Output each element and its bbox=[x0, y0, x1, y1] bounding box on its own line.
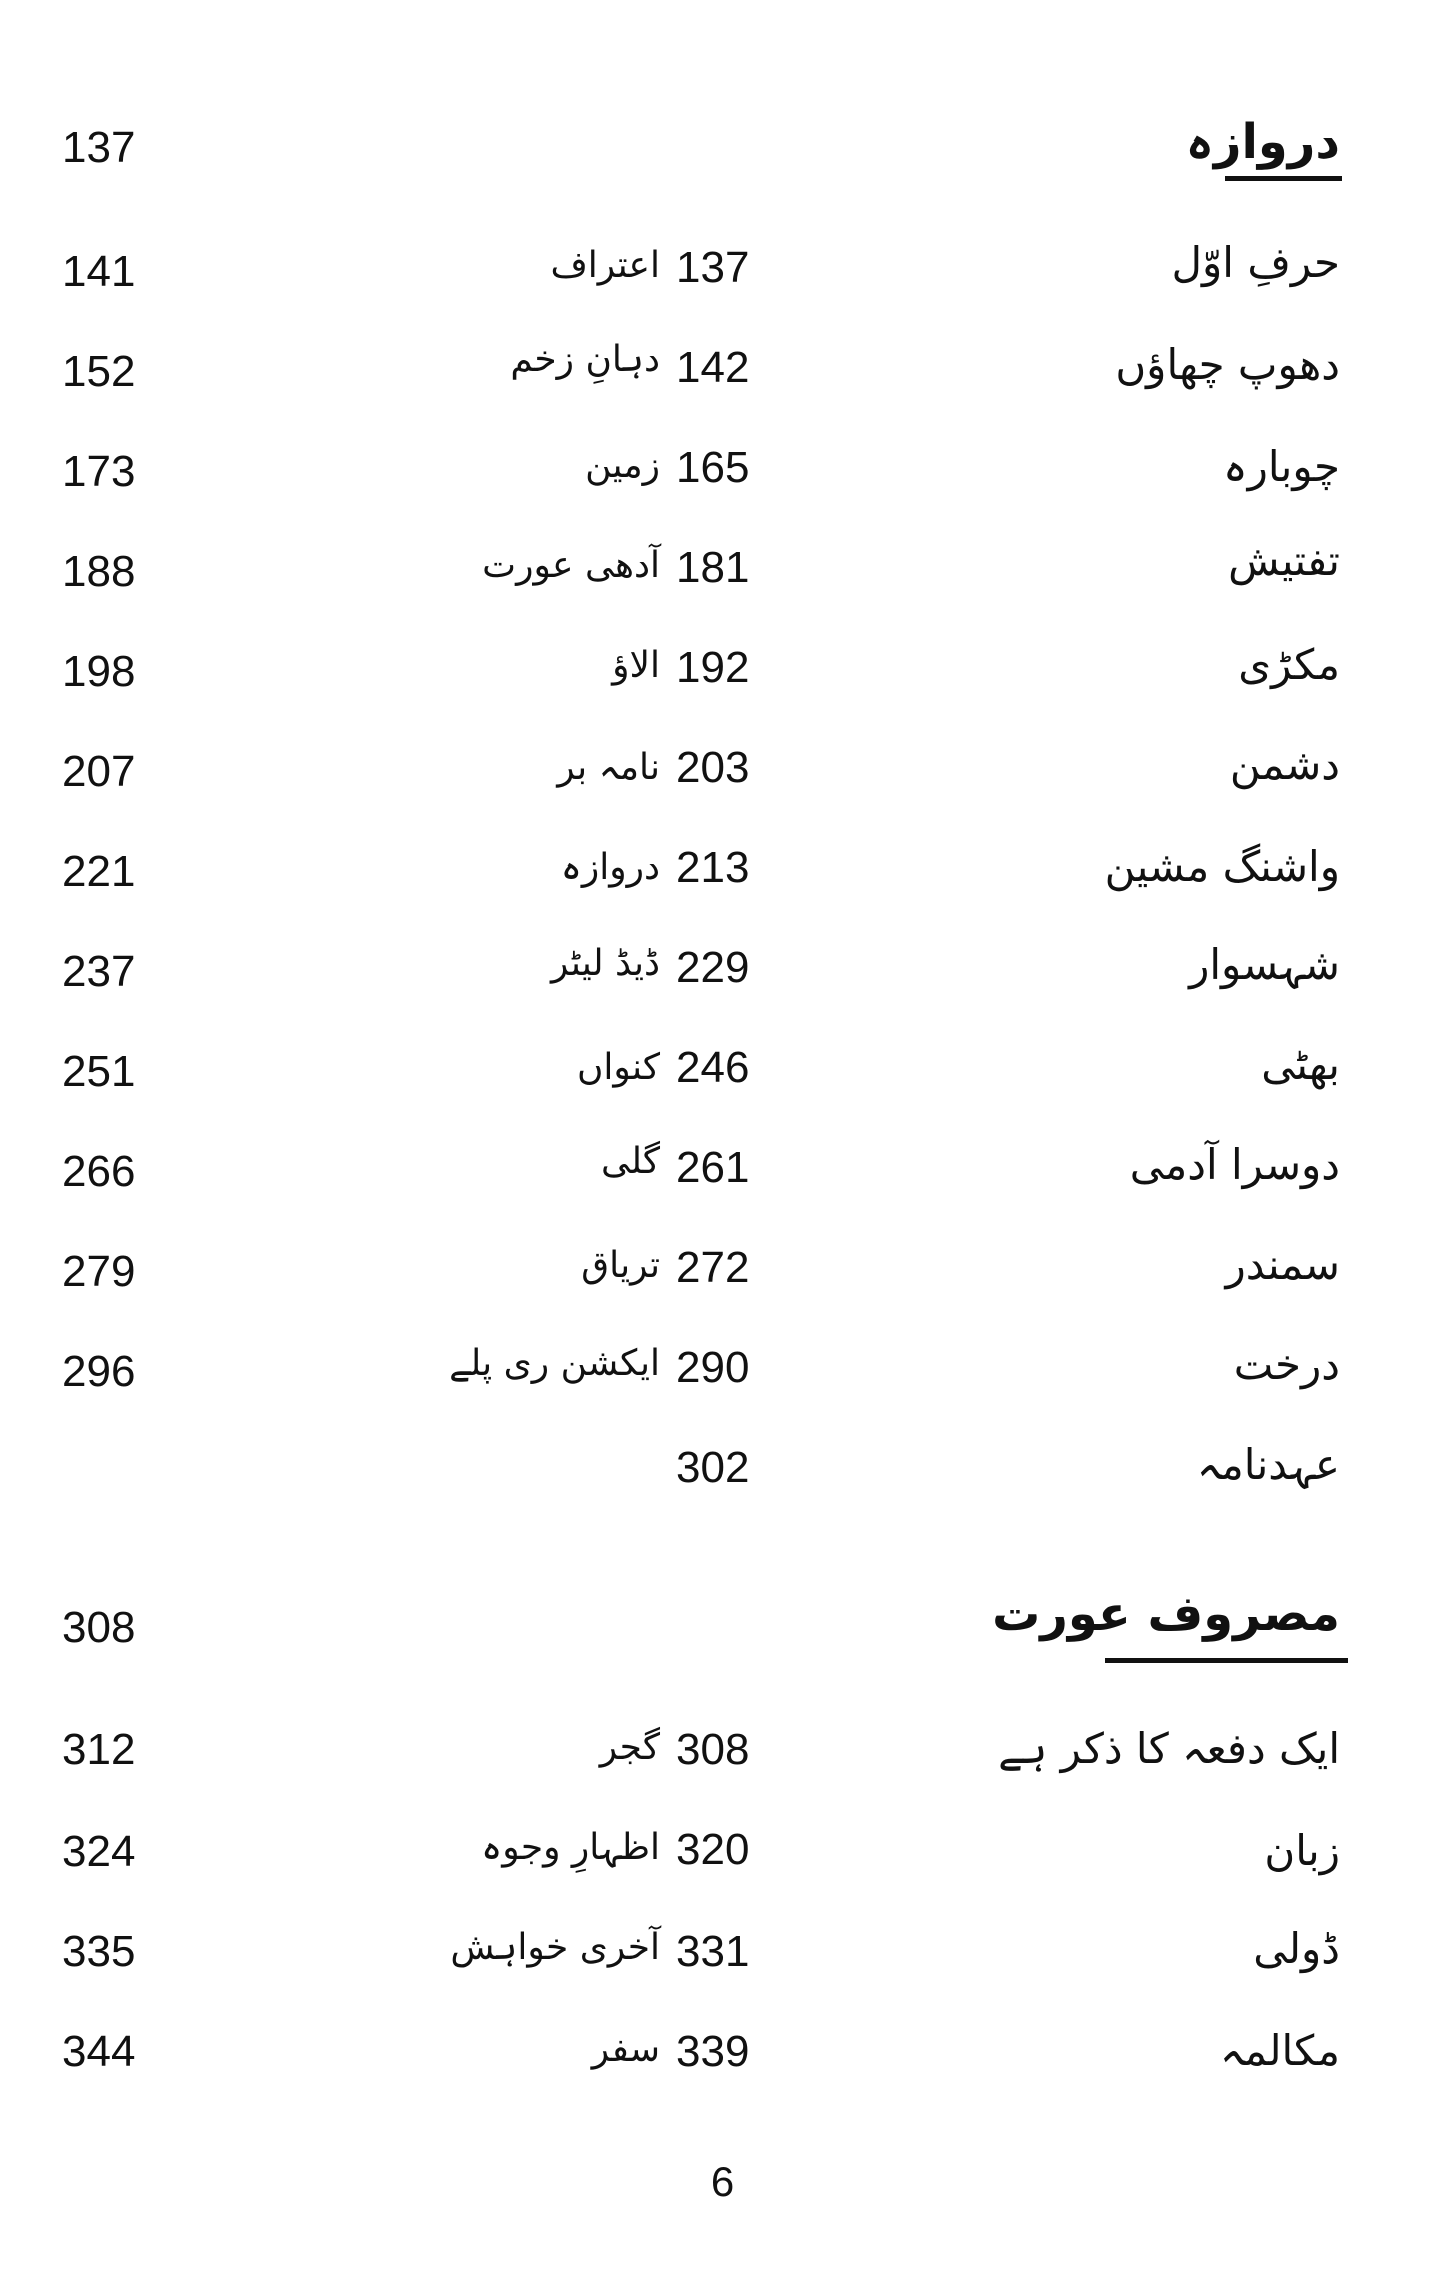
entry-title: الاؤ bbox=[612, 645, 660, 686]
entry-page: 173 bbox=[62, 447, 136, 496]
entry-title: ایکشن ری پلے bbox=[449, 1343, 660, 1384]
entry-title: ایک دفعہ کا ذکر ہے bbox=[998, 1724, 1340, 1773]
entry-page: 251 bbox=[62, 1047, 136, 1096]
entry-page: 339 bbox=[676, 2027, 750, 2076]
entry-page: 246 bbox=[676, 1043, 750, 1092]
entry-page: 266 bbox=[62, 1147, 136, 1196]
entry-title: سمندر bbox=[1225, 1240, 1340, 1289]
section-title-underline bbox=[1225, 176, 1342, 181]
entry-page: 229 bbox=[676, 943, 750, 992]
entry-title: دشمن bbox=[1229, 740, 1340, 789]
entry-page: 331 bbox=[676, 1927, 750, 1976]
entry-title: دروازہ bbox=[560, 847, 660, 888]
entry-title: اعتراف bbox=[550, 245, 660, 286]
entry-page: 188 bbox=[62, 547, 136, 596]
entry-page: 237 bbox=[62, 947, 136, 996]
section-page-number: 137 bbox=[62, 123, 136, 172]
entry-title: بھٹی bbox=[1261, 1040, 1340, 1089]
entry-page: 165 bbox=[676, 443, 750, 492]
entry-title: آخری خواہش bbox=[450, 1927, 660, 1968]
section-title-underline bbox=[1105, 1658, 1348, 1663]
entry-page: 181 bbox=[676, 543, 750, 592]
entry-page: 152 bbox=[62, 347, 136, 396]
entry-title: آدھی عورت bbox=[482, 545, 660, 586]
entry-page: 324 bbox=[62, 1827, 136, 1876]
entry-title: زمین bbox=[585, 445, 660, 486]
entry-title: ڈولی bbox=[1253, 1924, 1340, 1973]
entry-title: سفر bbox=[591, 2029, 660, 2070]
entry-page: 198 bbox=[62, 647, 136, 696]
entry-title: ڈیڈ لیٹر bbox=[551, 943, 660, 984]
entry-page: 207 bbox=[62, 747, 136, 796]
entry-title: دہانِ زخم bbox=[510, 339, 660, 380]
entry-title: شہسوار bbox=[1189, 940, 1340, 989]
entry-page: 213 bbox=[676, 843, 750, 892]
entry-page: 221 bbox=[62, 847, 136, 896]
entry-title: نامہ بر bbox=[557, 747, 660, 788]
entry-page: 272 bbox=[676, 1243, 750, 1292]
entry-title: زبان bbox=[1264, 1826, 1340, 1875]
entry-page: 203 bbox=[676, 743, 750, 792]
entry-page: 312 bbox=[62, 1725, 136, 1774]
entry-title: گجر bbox=[599, 1727, 660, 1768]
entry-title: حرفِ اوّل bbox=[1171, 238, 1340, 287]
entry-title: دھوپ چھاؤں bbox=[1115, 340, 1340, 389]
entry-page: 308 bbox=[676, 1725, 750, 1774]
entry-title: مکڑی bbox=[1238, 640, 1340, 689]
entry-title: مکالمہ bbox=[1219, 2026, 1340, 2075]
entry-title: درخت bbox=[1233, 1340, 1340, 1389]
entry-page: 141 bbox=[62, 247, 136, 296]
entry-page: 344 bbox=[62, 2027, 136, 2076]
entry-page: 137 bbox=[676, 243, 750, 292]
entry-title: چوبارہ bbox=[1222, 442, 1340, 491]
entry-page: 335 bbox=[62, 1927, 136, 1976]
entry-page: 290 bbox=[676, 1343, 750, 1392]
entry-title: دوسرا آدمی bbox=[1129, 1140, 1340, 1189]
entry-title: اظہارِ وجوہ bbox=[481, 1827, 660, 1868]
entry-title: تریاق bbox=[581, 1245, 660, 1286]
entry-page: 296 bbox=[62, 1347, 136, 1396]
entry-page: 142 bbox=[676, 343, 750, 392]
section-page-number: 308 bbox=[62, 1603, 136, 1652]
entry-title: گلی bbox=[600, 1141, 660, 1182]
entry-page: 192 bbox=[676, 643, 750, 692]
entry-page: 279 bbox=[62, 1247, 136, 1296]
section-title-masroof-aurat: مصروف عورت bbox=[992, 1586, 1340, 1642]
entry-title: واشنگ مشین bbox=[1104, 842, 1340, 891]
entry-page: 302 bbox=[676, 1443, 750, 1492]
entry-title: کنواں bbox=[576, 1047, 660, 1088]
page-number: 6 bbox=[710, 2158, 735, 2205]
entry-page: 320 bbox=[676, 1825, 750, 1874]
entry-title: تفتیش bbox=[1228, 536, 1340, 585]
entry-page: 261 bbox=[676, 1143, 750, 1192]
entry-title: عہدنامہ bbox=[1196, 1440, 1340, 1489]
section-title-darwaza: دروازہ bbox=[1185, 114, 1340, 170]
